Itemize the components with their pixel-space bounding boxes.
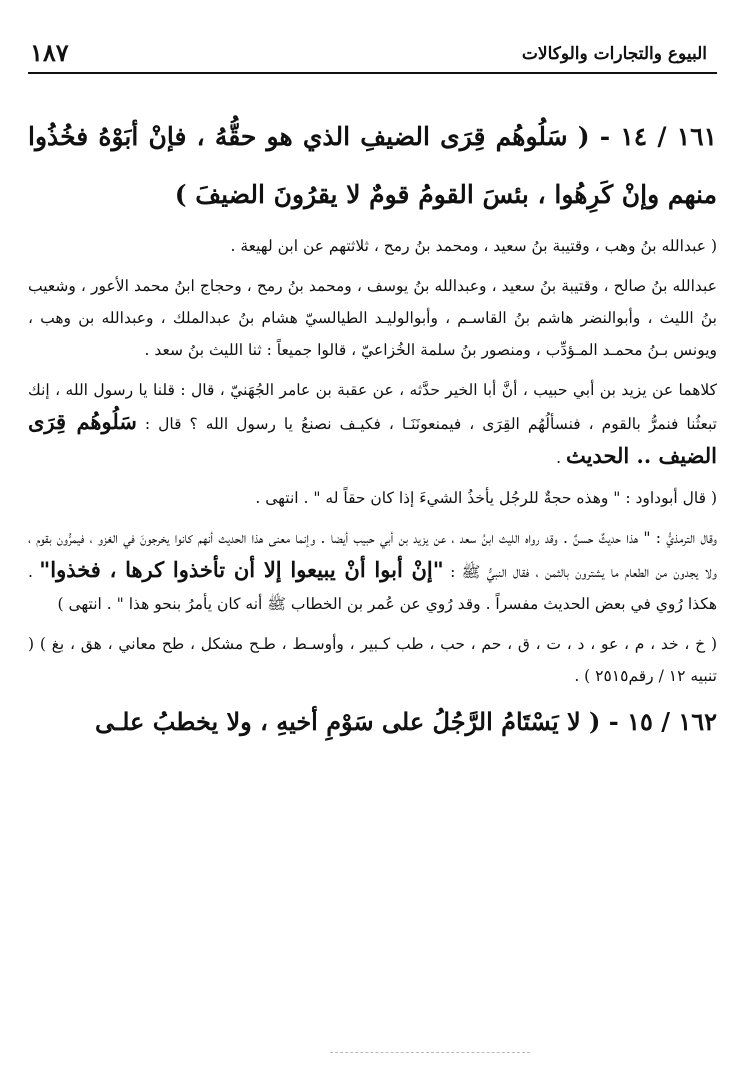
- hadith-162: ١٦٢ / ١٥ - ( لا يَسْتَامُ الرَّجُلُ على سَوْمِ أخيهِ ، ولا يخطبُ علـى: [95, 707, 717, 736]
- narrators-paragraph-2: عبدالله بنُ صالح ، وقتيبة بنُ سعيد ، وعبدالله بنُ يوسف ، ومحمد بنُ رمح ، وحجاج ابنُ محمد الأعور ، وشعيب بنُ الليث ، وأبوالنضر هاشم بنُ القاسـم ، وأبوالوليـد الطيالسيّ هشام بنُ عبدالملك ، وعبدالله بن وهب ، ويونس بـنُ محمـد المـؤدِّب ، ومنصور بنُ سلمة الخُزاعيّ ، قالوا جميعاً : ثنا الليث بنُ سعد .: [28, 277, 717, 359]
- footer-divider: [330, 1052, 530, 1053]
- page-number: ١٨٧: [30, 38, 69, 67]
- tirmidhi-comment: [28, 522, 717, 620]
- narrators-paragraph-1: ( عبدالله بنُ وهب ، وقتيبة بنُ سعيد ، ومحمد بنُ رمح ، ثلاثتهم عن ابن لهيعة .: [230, 237, 717, 255]
- tirmidhi-comment-end: . هكذا رُوي في بعض الحديث مفسراً . وقد رُوي عن عُمر بن الخطاب ﷺ أنه كان يأمرُ بنحو هذا " . انتهى ): [28, 563, 717, 613]
- narrators-paragraph-3-text: كلاهما عن يزيد بن أبي حبيب ، أنَّ أبا الخير حدَّثه ، عن عقبة بن عامر الجُهَنيّ ، قال : قلنا يا رسول الله ، إنك تبعثُنا فنمرُّ بالقوم ، فنسألُهُم القِرَى ، فيمنعونَنَـا ، فكيـف نصنعُ يا رسول الله ؟ قال :: [28, 381, 717, 433]
- abu-dawud-comment: ( قال أبوداود : " وهذه حجةٌ للرجُل يأخذُ الشيءَ إذا كان حقاً له " . انتهى .: [255, 489, 717, 507]
- sources-paragraph: ( خ ، خد ، م ، عو ، د ، ت ، ق ، حم ، حب ، طب كـبير ، وأوسـط ، طـح مشكل ، طح معاني ، هق ، بغ ) ( تنبيه ١٢ / رقم٢٥١٥ ) .: [28, 635, 717, 685]
- hadith-161: ١٦١ / ١٤ - ( سَلُوهُم قِرَى الضيفِ الذي هو حقُّهُ ، فإنْ أبَوْهُ فخُذُوا منهم وإنْ كَرِهُوا ، بئسَ القومُ قومٌ لا يقرُونَ الضيفَ ): [28, 122, 717, 209]
- hadith-quote: سَلُوهُم قِرَى الضيف .. الحديث: [28, 409, 717, 468]
- tirmidhi-quote: "إنْ أبوا أنْ يبيعوا إلا أن تأخذوا كرها ، فخذوا": [39, 557, 444, 582]
- page-body: [28, 108, 717, 768]
- tirmidhi-comment-text: وقال الترمذيُّ : " هذا حديثٌ حسنٌ . وقد رواه الليث ابنُ سعد ، عن يزيد بن أبي حبيب أيضا . وإنما معنى هذا الحديث أنهم كانوا يخرجونَ في الغزو ، فيمرُّون بقوم ، ولا يجدون من الطعام ما يشترون بالثمن ، فقال النبيُّ ﷺ :: [28, 529, 717, 581]
- narrators-paragraph-3: [28, 374, 717, 474]
- running-header: [28, 36, 717, 74]
- narrators-paragraph-3-end: .: [556, 449, 562, 467]
- running-title: البيوع والتجارات والوكالات: [521, 44, 707, 64]
